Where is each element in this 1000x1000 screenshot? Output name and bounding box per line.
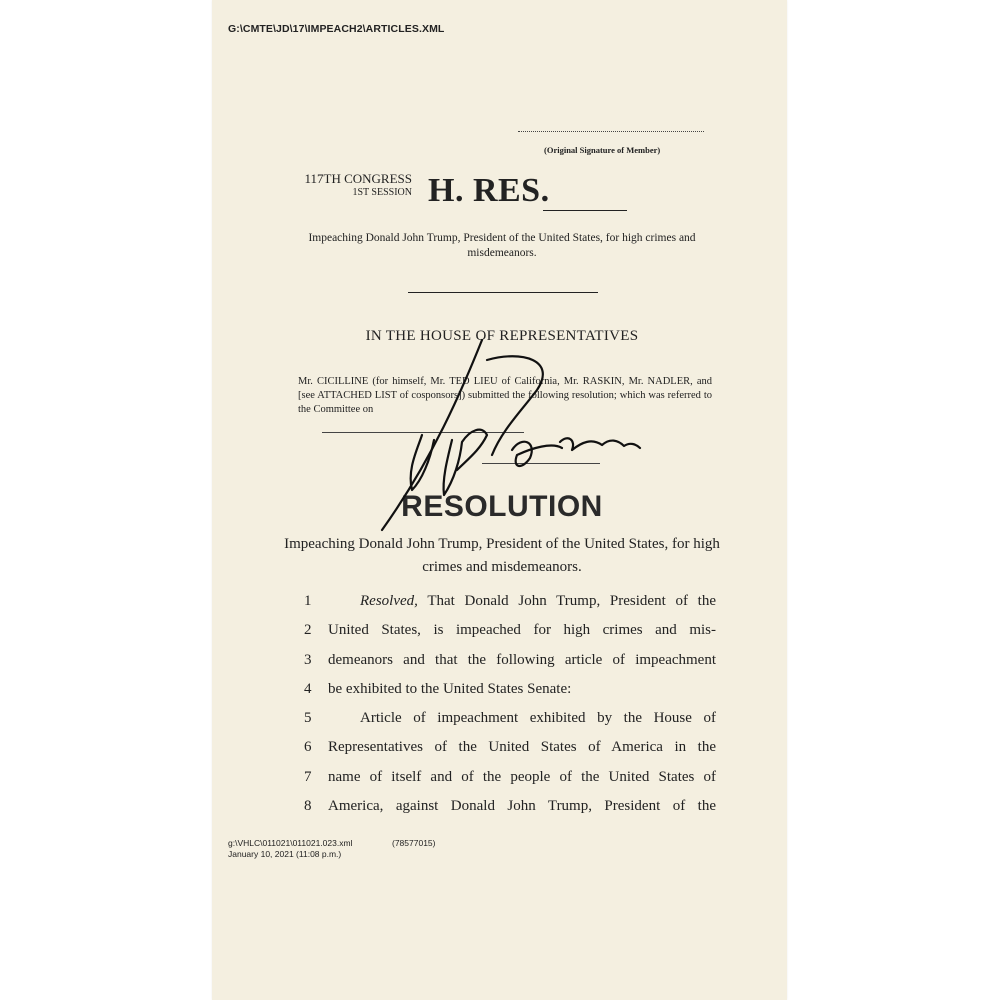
line-number: 7 <box>304 768 312 785</box>
text-line <box>304 678 716 707</box>
line-number: 6 <box>304 739 312 756</box>
file-path: G:\CMTE\JD\17\IMPEACH2\ARTICLES.XML <box>228 23 445 35</box>
line-text: America, against Donald John Trump, President of the <box>328 798 716 815</box>
line-text: be exhibited to the United States Senate: <box>328 680 572 697</box>
session-label: 1ST SESSION <box>352 187 412 198</box>
short-title: Impeaching Donald John Trump, President of the United States, for high crimes and misdemeanors. <box>308 232 696 259</box>
text-line <box>304 619 716 648</box>
bill-type: H. RES. <box>428 172 550 209</box>
signature-note: (Original Signature of Member) <box>544 145 661 155</box>
line-text: demeanors and that the following article of impeachment <box>328 651 716 668</box>
line-text: name of itself and of the people of the United States of <box>328 768 716 785</box>
document-page <box>212 0 787 1000</box>
line-text: Resolved, That Donald John Trump, President of the <box>360 593 716 609</box>
chamber-heading: IN THE HOUSE OF REPRESENTATIVES <box>365 328 639 344</box>
text-line <box>304 707 716 736</box>
text-line <box>304 766 716 795</box>
line-number: 5 <box>304 710 312 727</box>
divider-rule <box>408 292 598 293</box>
resolution-heading: RESOLUTION <box>401 490 603 523</box>
long-title: Impeaching Donald John Trump, President of the United States, for high crimes and misdemeanors. <box>284 536 720 575</box>
handwritten-signature <box>362 330 642 540</box>
line-text: United States, is impeached for high crimes and mis- <box>328 622 716 639</box>
text-line <box>304 795 716 824</box>
footer-date: January 10, 2021 (11:08 p.m.) <box>228 849 342 859</box>
resolved-word: Resolved, <box>360 593 418 609</box>
text-line <box>304 736 716 765</box>
line-text: Representatives of the United States of America in the <box>328 739 716 756</box>
line-number: 3 <box>304 651 312 668</box>
footer-file-info <box>228 838 352 860</box>
text-line <box>304 649 716 678</box>
congress-label: 117TH CONGRESS <box>304 171 412 186</box>
sponsor-intro: Mr. CICILLINE (for himself, Mr. TED LIEU of California, Mr. RASKIN, Mr. NADLER, and [see ATTACHED LIST of cosponsors]) submitted the following resolution; which was referred to the Committee on <box>298 376 712 415</box>
text-line <box>304 590 716 619</box>
signature-dotted-line <box>518 131 704 132</box>
line-text: Article of impeachment exhibited by the House of <box>360 710 716 727</box>
line-number: 4 <box>304 680 312 697</box>
line-number: 2 <box>304 622 312 639</box>
bill-number-blank <box>543 210 627 211</box>
congress-session <box>282 172 412 200</box>
line-number: 1 <box>304 593 312 609</box>
resolution-text <box>304 590 716 824</box>
footer-path: g:\VHLC\011021\011021.023.xml <box>228 838 353 848</box>
footer-id: (78577015) <box>392 838 436 848</box>
line-number: 8 <box>304 798 312 815</box>
